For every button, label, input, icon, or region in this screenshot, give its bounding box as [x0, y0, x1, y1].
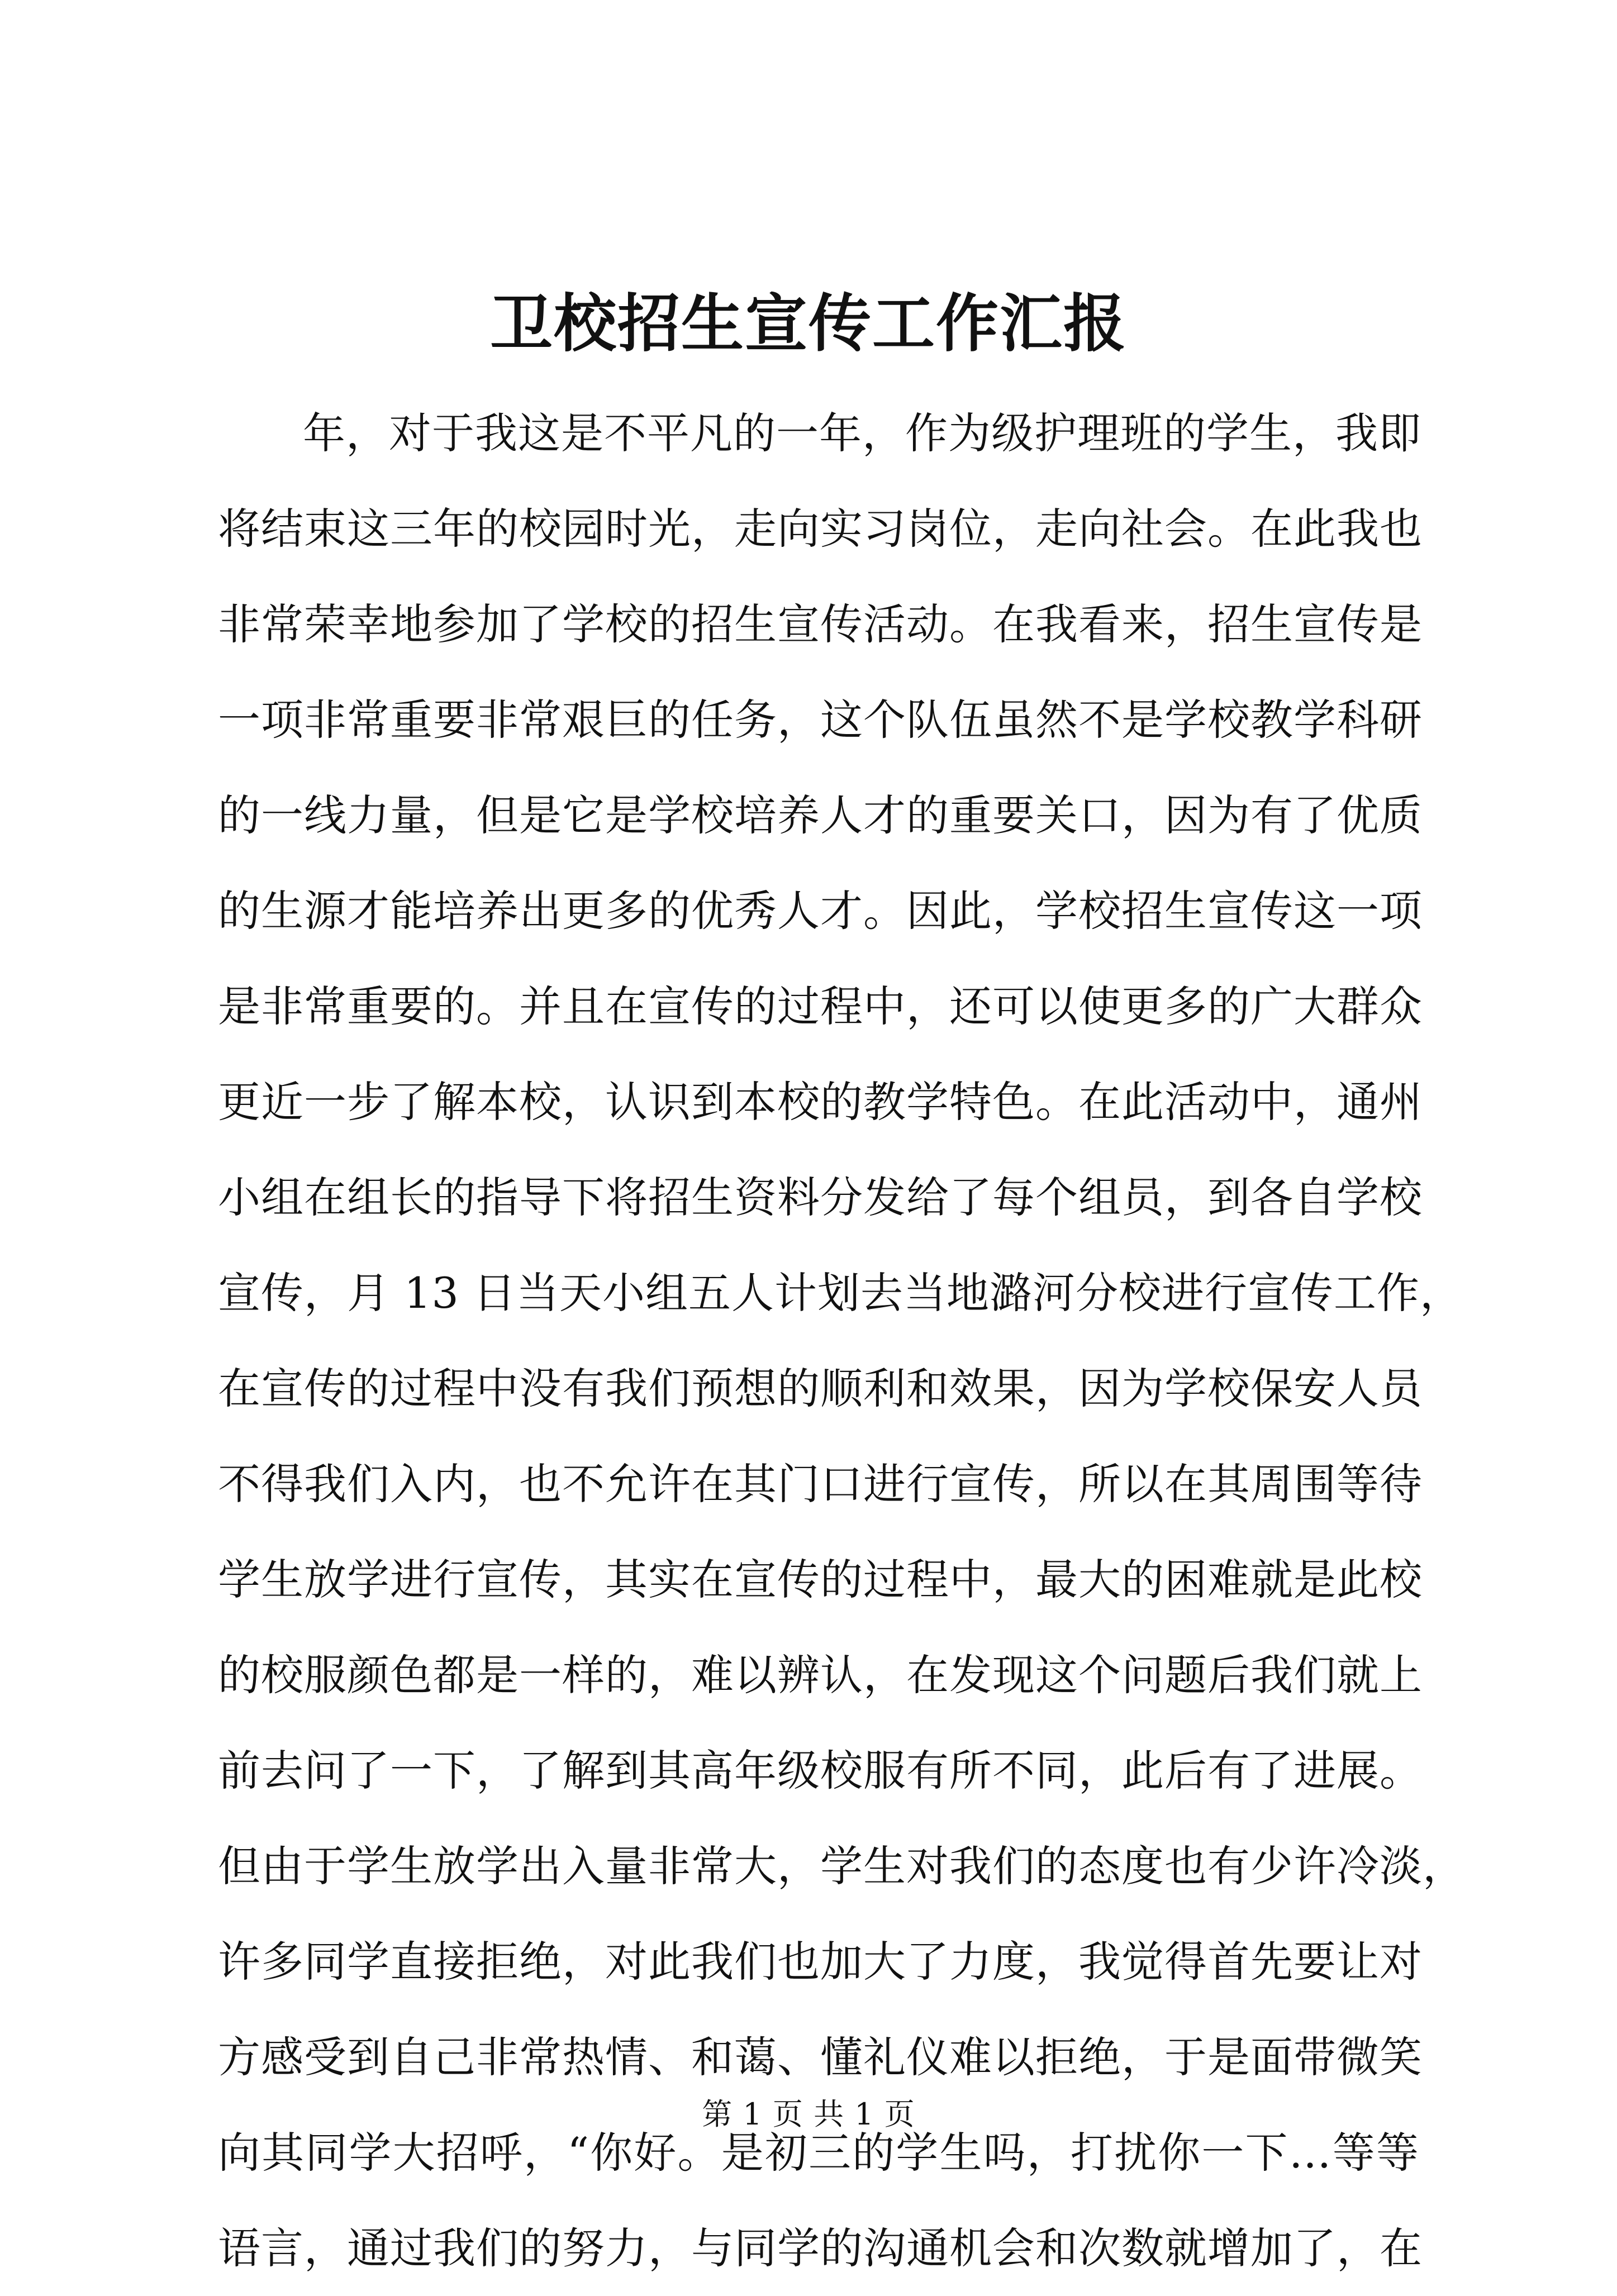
body-line: 非常荣幸地参加了学校的招生宣传活动。在我看来，招生宣传是 [218, 599, 1423, 649]
body-line: 更近一步了解本校，认识到本校的教学特色。在此活动中，通州 [218, 1077, 1423, 1127]
document-body [218, 385, 1466, 2296]
body-line: 小组在组长的指导下将招生资料分发给了每个组员，到各自学校 [218, 1173, 1423, 1222]
body-line: 不得我们入内，也不允许在其门口进行宣传，所以在其周围等待 [218, 1459, 1423, 1509]
body-line: 许多同学直接拒绝，对此我们也加大了力度，我觉得首先要让对 [218, 1937, 1423, 1987]
body-line: 向其同学大招呼，“你好。是初三的学生吗，打扰你一下…等等 [218, 2128, 1419, 2178]
body-line: 宣传，月 13 日当天小组五人计划去当地潞河分校进行宣传工作， [218, 1268, 1463, 1318]
document-title: 卫校招生宣传工作汇报 [490, 287, 1127, 360]
body-line: 在宣传的过程中没有我们预想的顺利和效果，因为学校保安人员 [218, 1364, 1423, 1413]
body-line: 是非常重要的。并且在宣传的过程中，还可以使更多的广大群众 [218, 982, 1423, 1031]
body-line: 的一线力量，但是它是学校培养人才的重要关口，因为有了优质 [218, 790, 1423, 840]
body-line: 的生源才能培养出更多的优秀人才。因此，学校招生宣传这一项 [218, 886, 1423, 936]
body-line: 前去问了一下，了解到其高年级校服有所不同，此后有了进展。 [218, 1746, 1423, 1795]
body-line: 的校服颜色都是一样的，难以辨认，在发现这个问题后我们就上 [218, 1650, 1423, 1700]
body-line: 语言，通过我们的努力，与同学的沟通机会和次数就增加了，在 [218, 2223, 1423, 2273]
body-line: 学生放学进行宣传，其实在宣传的过程中，最大的困难就是此校 [218, 1555, 1423, 1604]
body-line: 将结束这三年的校园时光，走向实习岗位，走向社会。在此我也 [218, 504, 1423, 554]
page-footer: 第 1 页 共 1 页 [702, 2097, 915, 2132]
body-line: 一项非常重要非常艰巨的任务，这个队伍虽然不是学校教学科研 [218, 695, 1423, 745]
body-line: 但由于学生放学出入量非常大，学生对我们的态度也有少许冷淡， [218, 1841, 1466, 1891]
body-line: 年，对于我这是不平凡的一年，作为级护理班的学生，我即 [303, 408, 1421, 458]
body-line: 方感受到自己非常热情、和蔼、懂礼仪难以拒绝，于是面带微笑 [218, 2032, 1423, 2082]
